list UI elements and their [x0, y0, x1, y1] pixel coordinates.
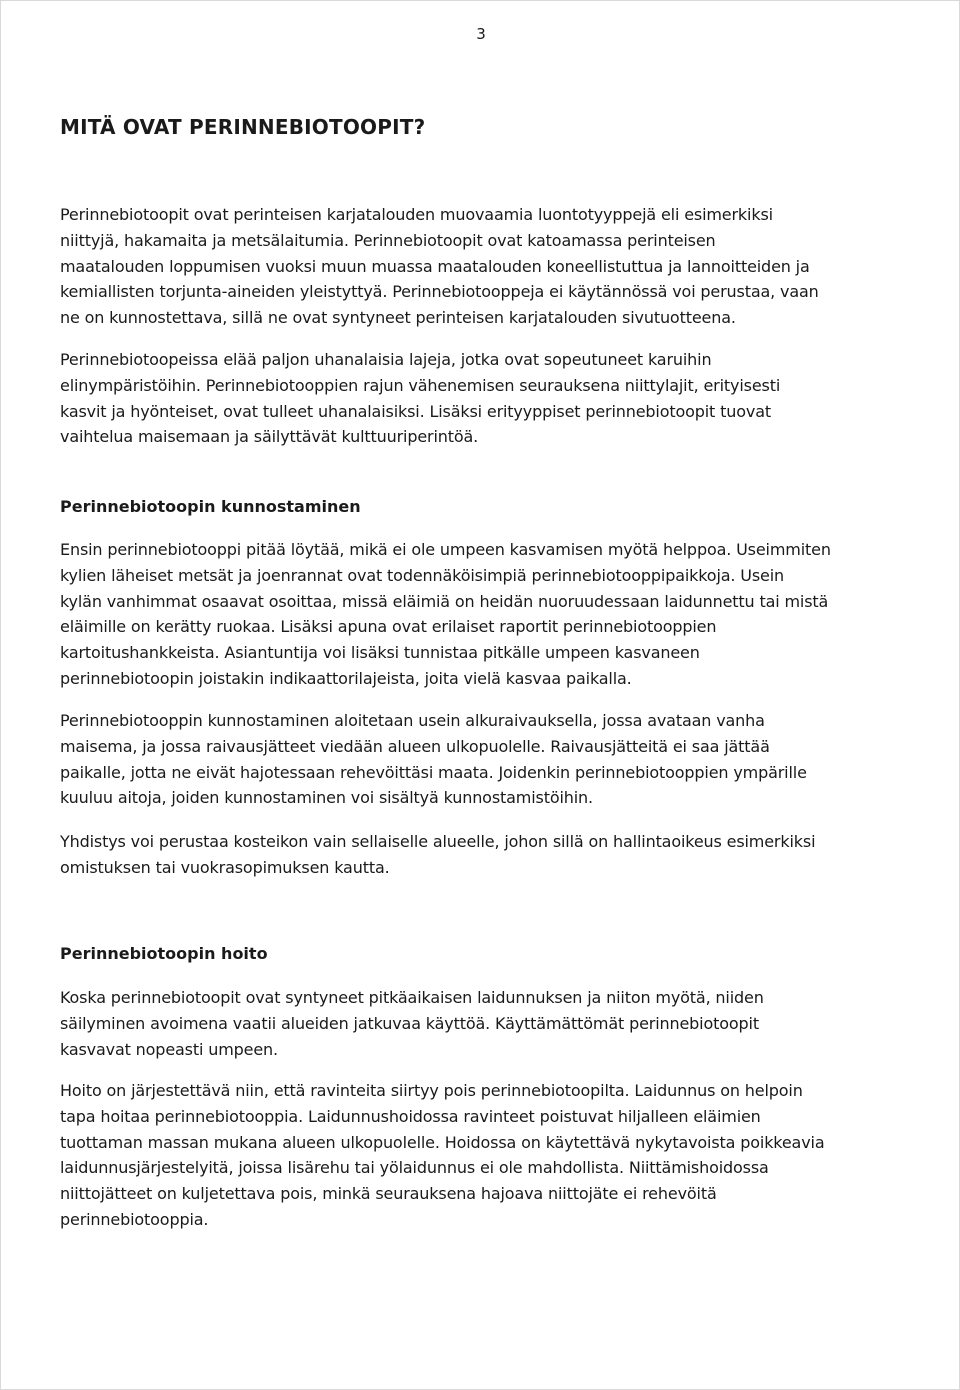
text-line: niittojätteet on kuljetettava pois, minkä seurauksena hajoava niittojäte ei rehevöitä — [60, 1184, 717, 1204]
text-line: ne on kunnostettava, sillä ne ovat syntyneet perinteisen karjatalouden sivutuotteena. — [60, 308, 736, 328]
text-line: Koska perinnebiotoopit ovat syntyneet pitkäaikaisen laidunnuksen ja niiton myötä, niiden — [60, 988, 764, 1007]
text-line: omistuksen tai vuokrasopimuksen kautta. — [60, 857, 390, 877]
text-line: säilyminen avoimena vaatii alueiden jatkuvaa käyttöä. Käyttämättömät perinnebiotoopit — [60, 1013, 759, 1033]
section-1-paragraph-1 — [60, 537, 910, 692]
text-line: Yhdistys voi perustaa kosteikon vain sellaiselle alueelle, johon sillä on hallintaoikeus esimerkiksi — [60, 832, 816, 851]
section-2-paragraph-2 — [60, 1078, 910, 1233]
text-line: kylän vanhimmat osaavat osoittaa, missä eläimiä on heidän nuoruudessaan laidunnettu tai mistä — [60, 591, 829, 611]
text-line: tuottaman massan mukana alueen ulkopuolelle. Hoidossa on käytettävä nykytavoista poikkeavia — [60, 1132, 825, 1152]
text-line: tapa hoitaa perinnebiotooppia. Laidunnushoidossa ravinteet poistuvat hiljalleen eläimien — [60, 1106, 761, 1126]
text-line: perinnebiotoopin joistakin indikaattorilajeista, joita vielä kasvaa paikalla. — [60, 668, 632, 688]
text-line: Hoito on järjestettävä niin, että ravinteita siirtyy pois perinnebiotoopilta. Laidunnus on helpoin — [60, 1081, 803, 1100]
text-line: perinnebiotooppia. — [60, 1209, 209, 1229]
text-line: kylien läheiset metsät ja joenrannat ovat todennäköisimpiä perinnebiotooppipaikkoja. Usein — [60, 565, 784, 585]
text-line: kasvit ja hyönteiset, ovat tulleet uhanalaisiksi. Lisäksi erityyppiset perinnebiotoopit tuovat — [60, 401, 771, 421]
section-1-paragraph-3 — [60, 829, 910, 881]
text-line: Perinnebiotoopit ovat perinteisen karjatalouden muovaamia luontotyyppejä eli esimerkiksi — [60, 205, 773, 224]
text-line: laidunnusjärjestelyitä, joissa lisärehu tai yölaidunnus ei ole mahdollista. Niittämishoidossa — [60, 1158, 769, 1178]
text-line: kemiallisten torjunta-aineiden yleistyttyä. Perinnebiotooppeja ei käytännössä voi perustaa, vaan — [60, 282, 819, 302]
intro-paragraph-2 — [60, 347, 910, 450]
text-line: Perinnebiotooppin kunnostaminen aloitetaan usein alkuraivauksella, jossa avataan vanha — [60, 711, 765, 730]
section-heading-kunnostaminen: Perinnebiotoopin kunnostaminen — [60, 497, 361, 516]
text-line: Ensin perinnebiotooppi pitää löytää, mikä ei ole umpeen kasvamisen myötä helppoa. Useimmiten — [60, 540, 831, 559]
page-number: 3 — [476, 25, 486, 43]
text-line: kasvavat nopeasti umpeen. — [60, 1039, 278, 1059]
text-line: Perinnebiotoopeissa elää paljon uhanalaisia lajeja, jotka ovat sopeutuneet karuihin — [60, 350, 712, 369]
page-title: MITÄ OVAT PERINNEBIOTOOPIT? — [60, 115, 426, 139]
text-line: maatalouden loppumisen vuoksi muun muassa maatalouden koneellistuttua ja lannoitteiden ja — [60, 256, 810, 276]
text-line: maisema, ja jossa raivausjätteet viedään alueen ulkopuolelle. Raivausjätteitä ei saa jättää — [60, 736, 770, 756]
text-line: kuuluu aitoja, joiden kunnostaminen voi sisältyä kunnostamistöihin. — [60, 788, 593, 808]
text-line: paikalle, jotta ne eivät hajotessaan rehevöittäsi maata. Joidenkin perinnebiotooppien ympärille — [60, 762, 807, 782]
section-heading-hoito: Perinnebiotoopin hoito — [60, 944, 268, 963]
text-line: eläimille on kerätty ruokaa. Lisäksi apuna ovat erilaiset raportit perinnebiotooppien — [60, 617, 717, 637]
section-2-paragraph-1 — [60, 985, 910, 1062]
intro-paragraph-1 — [60, 202, 910, 331]
text-line: kartoitushankkeista. Asiantuntija voi lisäksi tunnistaa pitkälle umpeen kasvaneen — [60, 643, 700, 663]
section-1-paragraph-2 — [60, 708, 910, 811]
text-line: niittyjä, hakamaita ja metsälaitumia. Perinnebiotoopit ovat katoamassa perinteisen — [60, 230, 716, 250]
text-line: elinympäristöihin. Perinnebiotooppien rajun vähenemisen seurauksena niittylajit, erityisesti — [60, 375, 781, 395]
text-line: vaihtelua maisemaan ja säilyttävät kulttuuriperintöä. — [60, 427, 479, 447]
